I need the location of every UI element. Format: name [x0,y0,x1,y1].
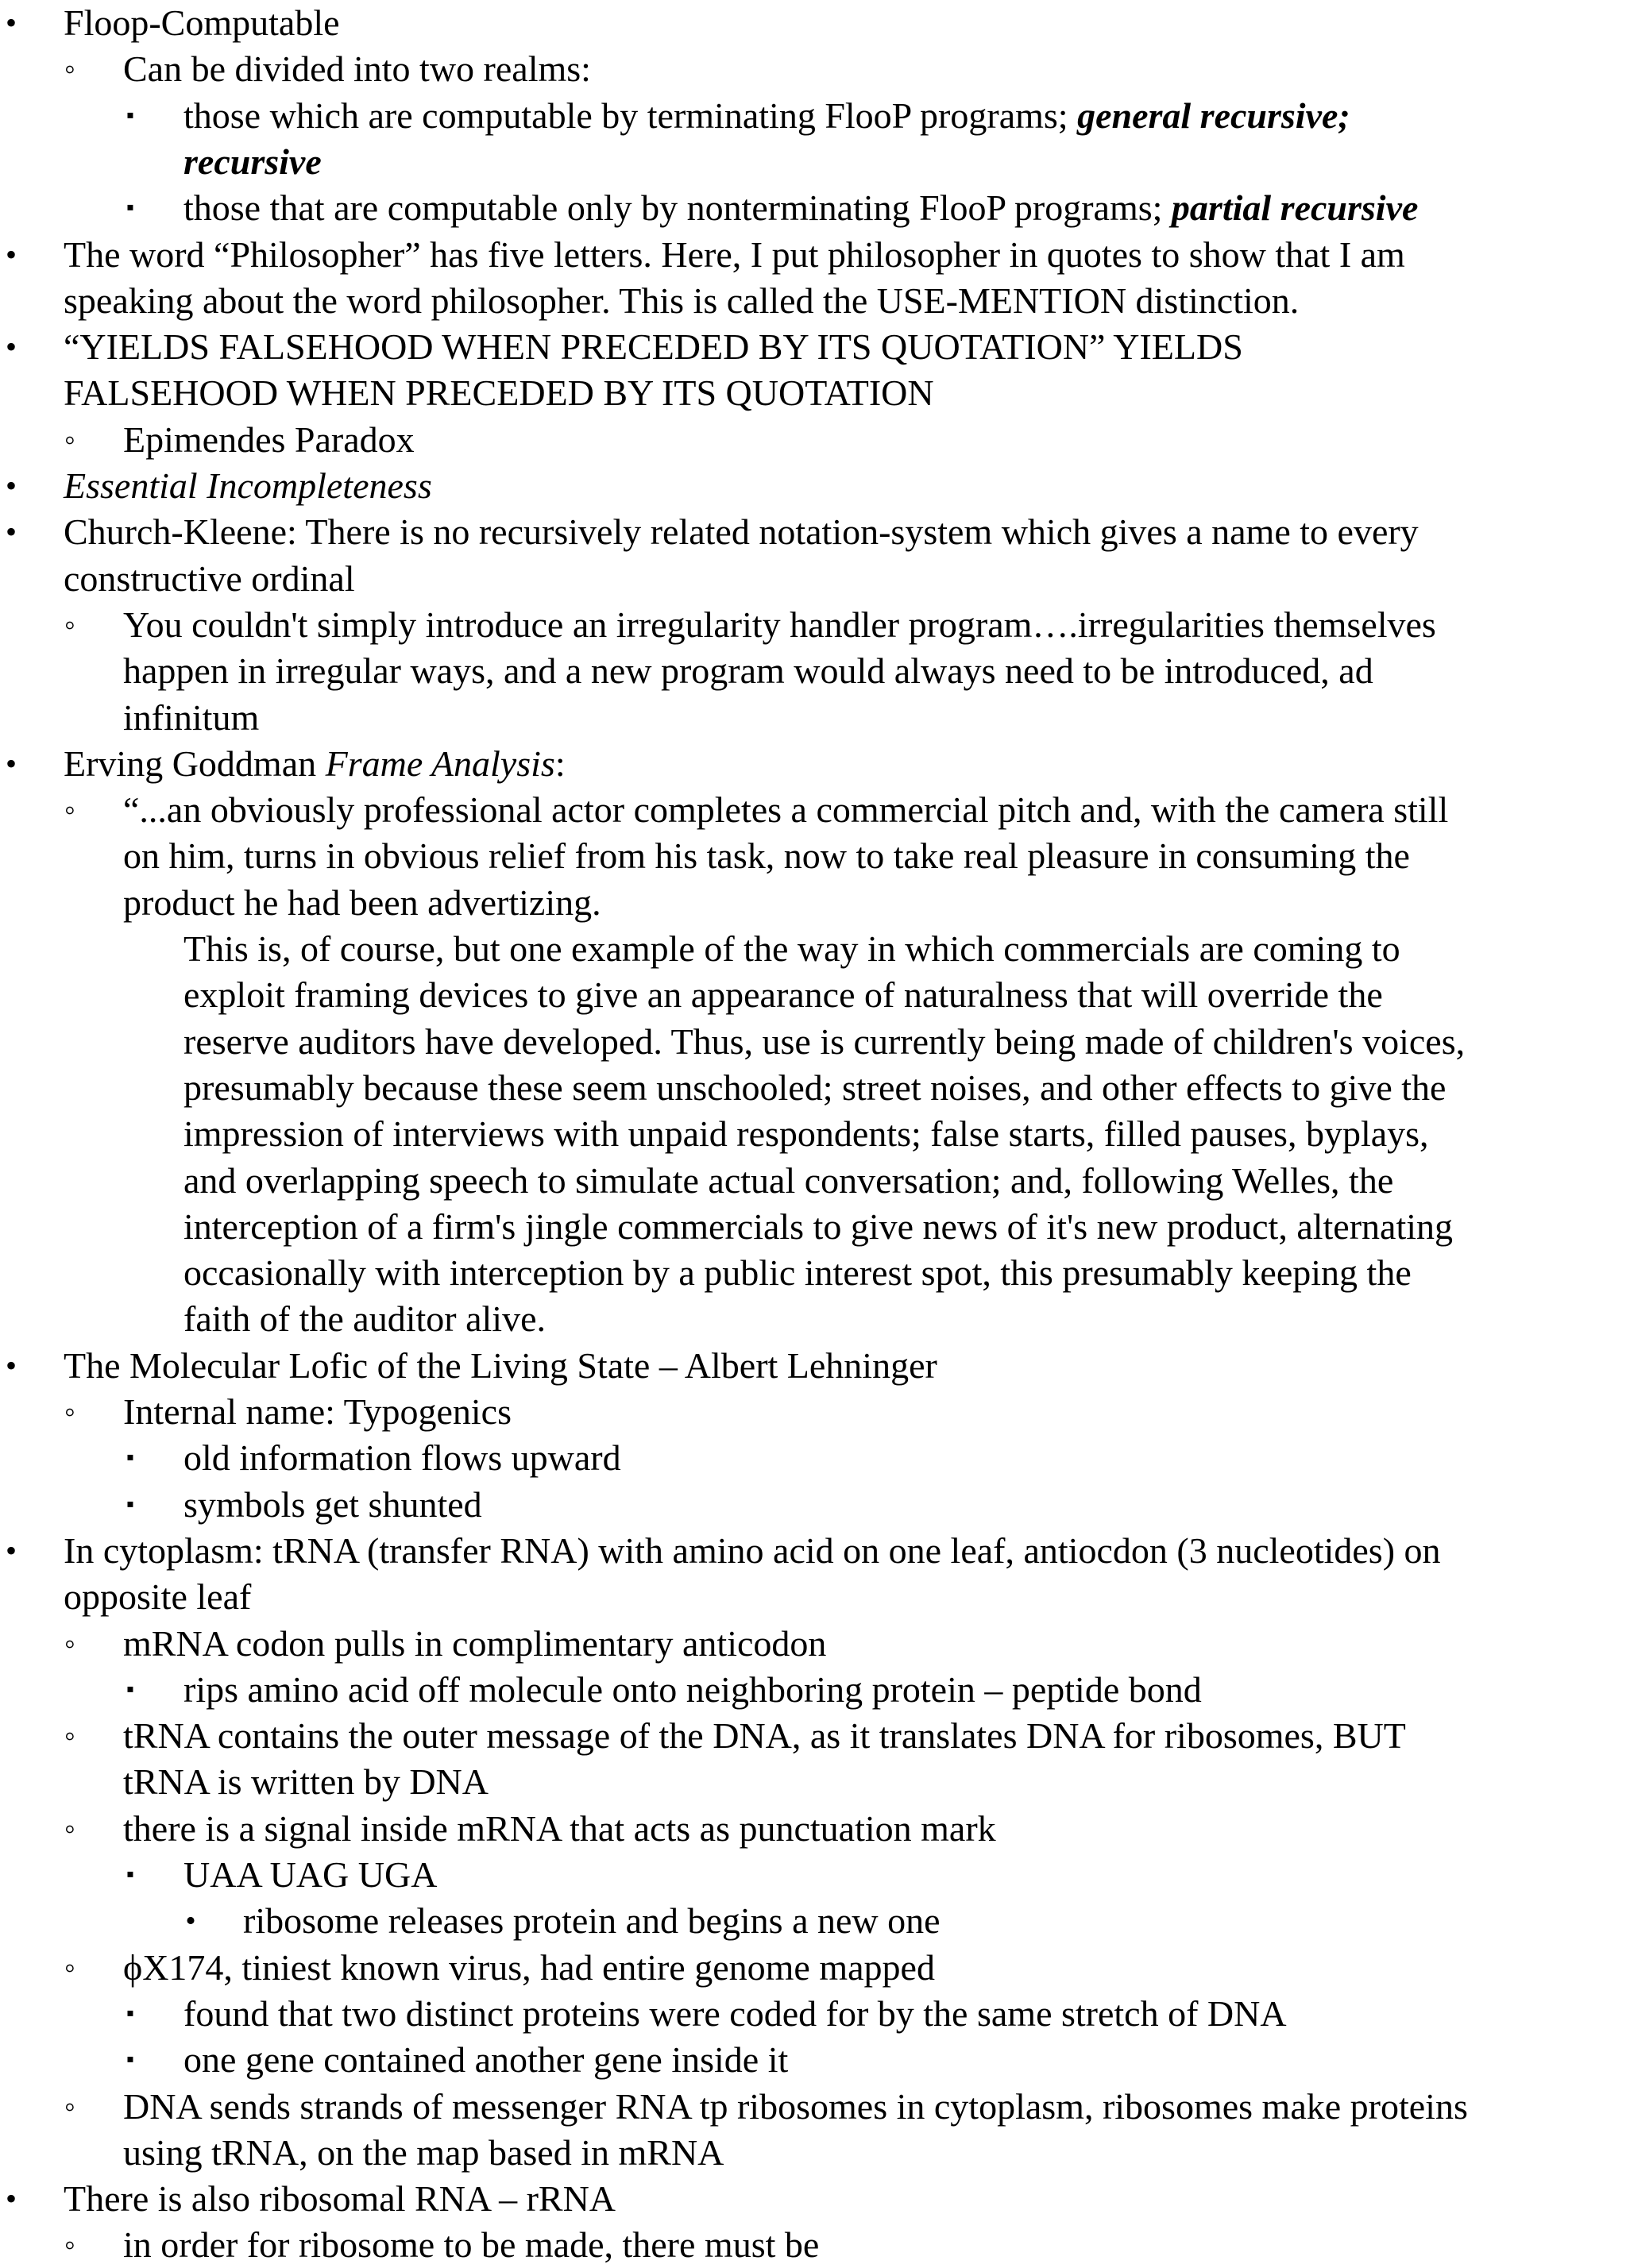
list-item-text [123,695,259,741]
bullet-icon: • [5,745,17,781]
list-item-text [243,1898,941,1944]
list-item-text [183,1250,1412,1296]
text-run: Church-Kleene: There is no recursively related notation-system which gives a name to every [64,511,1419,553]
text-run: “YIELDS FALSEHOOD WHEN PRECEDED BY ITS QUOTATION” YIELDS [64,326,1243,368]
list-item-text [64,1574,251,1620]
italic-text: Frame Analysis [325,742,555,784]
list-item-text [64,278,1299,324]
list-item-text [64,2176,616,2222]
list-item-text [183,926,1400,972]
bullet-icon: ▪ [126,2047,134,2073]
text-run: occasionally with interception by a public interest spot, this presumably keeping the [183,1252,1412,1294]
text-run: happen in irregular ways, and a new program would always need to be introduced, ad [123,650,1373,692]
list-item-text [64,1343,937,1389]
list-item-text [64,509,1419,555]
text-run: You couldn't simply introduce an irregularity handler program….irregularities themselves [123,604,1436,645]
text-run: in order for ribosome to be made, there must be [123,2224,820,2266]
bullet-icon: ◦ [64,606,76,642]
list-item-text [123,1713,1406,1759]
list-item-text [123,46,591,92]
text-run: DNA sends strands of messenger RNA tp ribosomes in cytoplasm, ribosomes make proteins [123,2085,1468,2127]
text-run: one gene contained another gene inside it [183,2039,789,2081]
bullet-icon: ◦ [64,2088,76,2124]
list-item-text [183,1435,621,1481]
bullet-icon: ◦ [64,1394,76,1429]
bullet-icon: ◦ [64,421,76,457]
bullet-icon: ◦ [64,1718,76,1754]
bullet-icon: ▪ [126,102,134,128]
bullet-icon: ▪ [126,2000,134,2026]
bullet-icon: • [5,514,17,550]
text-run: those which are computable by terminating FlooP programs; [183,94,1078,136]
bullet-icon: ▪ [126,1676,134,1702]
bullet-icon: • [185,1904,196,1938]
text-run: presumably because these seem unschooled; street noises, and other effects to give the [183,1066,1447,1108]
list-item-text [123,648,1373,694]
bullet-icon: • [5,1347,17,1383]
list-item-text [123,1806,996,1852]
emphasis-text: recursive [183,141,322,182]
text-run: Internal name: Typogenics [123,1391,512,1432]
list-item-text [183,93,1350,139]
list-item-text [123,1945,935,1991]
text-run: mRNA codon pulls in complimentary anticodon [123,1622,827,1664]
text-run: tRNA contains the outer message of the DNA, as it translates DNA for ribosomes, BUT [123,1715,1406,1757]
bullet-icon: ▪ [126,1862,134,1887]
list-item-text [183,1204,1453,1250]
list-item-text [183,139,322,185]
list-item-text [64,741,566,787]
list-item-text [123,1621,826,1667]
bullet-icon: ◦ [64,2227,76,2263]
list-item-text [183,2037,788,2083]
text-run: product he had been advertizing. [123,881,601,923]
text-run: : [554,742,566,784]
text-run: This is, of course, but one example of the way in which commercials are coming to [183,928,1400,969]
text-run: rips amino acid off molecule onto neighboring protein – peptide bond [183,1668,1202,1710]
bullet-icon: • [5,1532,17,1568]
text-run: The word “Philosopher” has five letters. Here, I put philosopher in quotes to show that I am [64,233,1405,275]
bullet-icon: • [5,5,17,40]
list-item-text [183,1111,1429,1157]
text-run: those that are computable only by nonterminating FlooP programs; [183,187,1172,229]
list-item-text [123,2130,724,2176]
emphasis-text: general recursive; [1077,94,1350,136]
italic-text: Essential Incompleteness [64,465,432,506]
text-run: Epimendes Paradox [123,418,415,460]
text-run: ribosome releases protein and begins a new one [243,1900,941,1942]
text-run: Can be divided into two realms: [123,48,591,90]
list-item-text [123,880,601,926]
text-run: faith of the auditor alive. [183,1298,547,1340]
text-run: Floop-Computable [64,2,340,43]
list-item-text [183,1667,1202,1713]
list-item-text [64,1528,1441,1574]
text-run: Erving Goddman [64,742,326,784]
text-run: there is a signal inside mRNA that acts as punctuation mark [123,1807,996,1849]
text-run: infinitum [123,696,260,738]
text-run: The Molecular Lofic of the Living State – Albert Lehninger [64,1344,937,1386]
list-item-text [183,1852,437,1898]
text-run: constructive ordinal [64,557,355,599]
bullet-icon: ▪ [126,1445,134,1471]
list-item-text [183,1296,546,1342]
text-run: ϕX174, tiniest known virus, had entire genome mapped [123,1946,935,1988]
list-item-text [183,1158,1393,1204]
list-item-text [64,370,934,416]
text-run: speaking about the word philosopher. This is called the USE-MENTION distinction. [64,280,1300,321]
text-run: In cytoplasm: tRNA (transfer RNA) with amino acid on one leaf, antiocdon (3 nucleotides) on [64,1529,1441,1571]
text-run: symbols get shunted [183,1483,482,1525]
text-run: interception of a firm's jingle commercials to give news of it's new product, alternating [183,1205,1454,1247]
bullet-icon: ▪ [126,195,134,221]
bullet-icon: ◦ [64,1810,76,1846]
list-item-text [64,324,1243,370]
bullet-icon: ▪ [126,1491,134,1517]
list-item-text [64,232,1405,278]
bullet-icon: • [5,329,17,365]
list-item-text [123,602,1436,648]
list-item-text [123,417,415,463]
text-run: “...an obviously professional actor completes a commercial pitch and, with the camera still [123,789,1449,831]
list-item-text [123,2084,1468,2130]
list-item-text [183,1019,1465,1065]
emphasis-text: partial recursive [1171,187,1419,229]
list-item-text [123,1759,489,1805]
text-run: There is also ribosomal RNA – rRNA [64,2178,616,2220]
text-run: FALSEHOOD WHEN PRECEDED BY ITS QUOTATION [64,372,934,414]
bullet-icon: • [5,2181,17,2217]
bullet-icon: • [5,236,17,272]
list-item-text [183,1991,1287,2037]
list-item-text [183,972,1383,1018]
list-item-text [123,833,1410,879]
list-item-text [123,1389,512,1435]
list-item-text [64,463,432,509]
text-run: UAA UAG UGA [183,1854,438,1895]
text-run: old information flows upward [183,1437,621,1479]
list-item-text [123,787,1448,833]
list-item-text [123,2222,819,2268]
list-item-text [183,1065,1446,1111]
list-item-text [183,185,1418,231]
bullet-icon: ◦ [64,1949,76,1985]
text-run: found that two distinct proteins were coded for by the same stretch of DNA [183,1992,1287,2034]
bullet-icon: ◦ [64,792,76,828]
bullet-icon: • [5,468,17,503]
list-item-text [183,1482,482,1528]
text-run: reserve auditors have developed. Thus, use is currently being made of children's voices, [183,1020,1466,1062]
text-run: impression of interviews with unpaid respondents; false starts, filled pauses, byplays, [183,1113,1429,1155]
text-run: exploit framing devices to give an appearance of naturalness that will override the [183,974,1383,1016]
list-item-text [64,0,340,46]
bullet-icon: ◦ [64,1625,76,1661]
text-run: tRNA is written by DNA [123,1761,489,1803]
text-run: opposite leaf [64,1576,252,1618]
list-item-text [64,556,355,602]
text-run: on him, turns in obvious relief from his task, now to take real pleasure in consuming the [123,835,1410,877]
text-run: using tRNA, on the map based in mRNA [123,2131,724,2173]
text-run: and overlapping speech to simulate actual conversation; and, following Welles, the [183,1159,1394,1201]
bullet-icon: ◦ [64,51,76,87]
